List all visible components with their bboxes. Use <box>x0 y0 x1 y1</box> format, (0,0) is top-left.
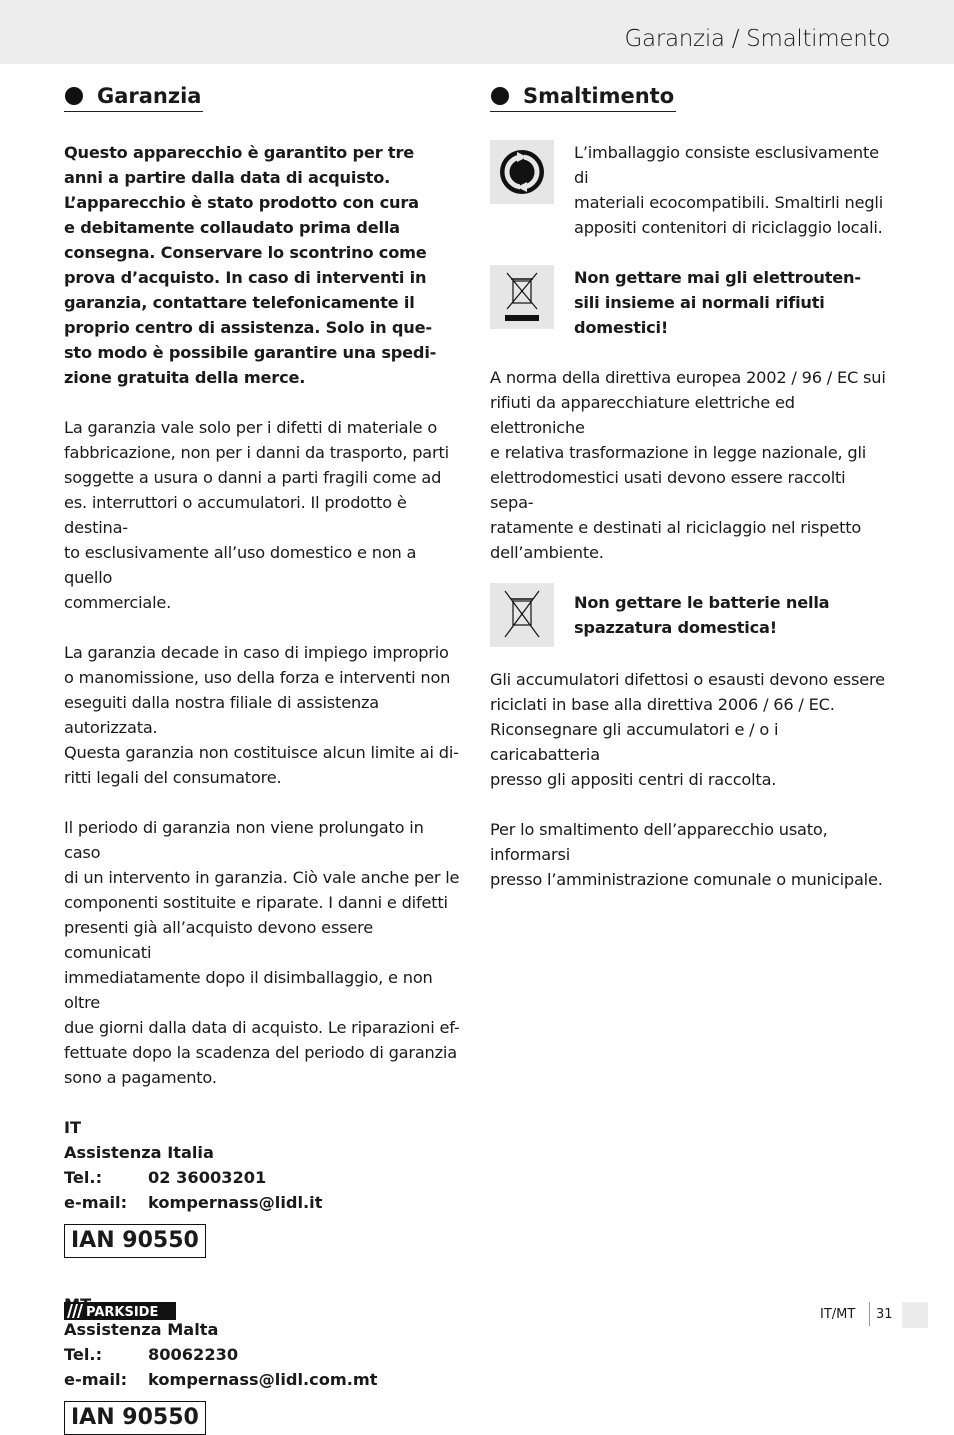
weee-row <box>490 265 890 340</box>
text-line: rifiuti da apparecchiature elettriche ed elettroniche <box>490 393 795 437</box>
directive-paragraph <box>490 365 890 565</box>
text-line: proprio centro di assistenza. Solo in que- <box>64 318 432 337</box>
text-line: Gli accumulatori difettosi o esausti devono essere <box>490 670 885 689</box>
tel-label: Tel.: <box>64 1345 103 1364</box>
text-line: presso gli appositi centri di raccolta. <box>490 770 777 789</box>
text-line: spazzatura domestica! <box>574 618 777 637</box>
text-line: fabbricazione, non per i danni da trasporto, parti <box>64 443 449 462</box>
text-line: Non gettare le batterie nella <box>574 593 830 612</box>
email-label: e-mail: <box>64 1370 128 1389</box>
footer-divider <box>869 1302 870 1326</box>
green-dot-recycling-icon <box>490 140 554 204</box>
tel-number: 02 36003201 <box>148 1168 267 1187</box>
text-line: Riconsegnare gli accumulatori e / o i caricabatteria <box>490 720 779 764</box>
text-line: L’imballaggio consiste esclusivamente di <box>574 143 879 187</box>
text-line: garanzia, contattare telefonicamente il <box>64 293 415 312</box>
text-line: consegna. Conservare lo scontrino come <box>64 243 427 262</box>
text-line: Il periodo di garanzia non viene prolungato in caso <box>64 818 424 862</box>
text-line: sili insieme ai normali rifiuti <box>574 293 825 312</box>
text-line: eseguiti dalla nostra filiale di assistenza autorizzata. <box>64 693 380 737</box>
text-line: prova d’acquisto. In caso di interventi in <box>64 268 427 287</box>
text-line: fettuate dopo la scadenza del periodo di garanzia <box>64 1043 457 1062</box>
warranty-heading <box>64 84 203 112</box>
text-line: A norma della direttiva europea 2002 / 96 / EC sui <box>490 368 886 387</box>
bullet-icon <box>491 87 509 105</box>
text-line: Questo apparecchio è garantito per tre <box>64 143 415 162</box>
warranty-title: Garanzia <box>97 84 202 108</box>
language-code: IT/MT <box>820 1307 856 1322</box>
text-line: materiali ecocompatibili. Smaltirli negli <box>574 193 884 212</box>
country-code: IT <box>64 1118 82 1137</box>
text-line: o manomissione, uso della forza e interventi non <box>64 668 451 687</box>
warranty-paragraph-3 <box>64 815 464 1090</box>
text-line: elettrodomestici usati devono essere raccolti sepa- <box>490 468 846 512</box>
packaging-row <box>490 140 890 240</box>
text-line: es. interruttori o accumulatori. Il prodotto è destina- <box>64 493 407 537</box>
email-link[interactable]: kompernass@lidl.com.mt <box>148 1370 378 1389</box>
crossed-battery-bin-icon <box>490 583 554 647</box>
text-line: sono a pagamento. <box>64 1068 217 1087</box>
email-link[interactable]: kompernass@lidl.it <box>148 1193 323 1212</box>
batteries-paragraph <box>490 667 890 792</box>
ian-box-malta: IAN 90550 <box>64 1401 206 1435</box>
text-line: to esclusivamente all’uso domestico e non a quello <box>64 543 417 587</box>
page-title: Garanzia / Smaltimento <box>624 26 890 52</box>
text-line: presenti già all’acquisto devono essere comunicati <box>64 918 374 962</box>
text-line: appositi contenitori di riciclaggio locali. <box>574 218 883 237</box>
ian-box-italy: IAN 90550 <box>64 1224 206 1258</box>
text-line: di un intervento in garanzia. Ciò vale anche per le <box>64 868 460 887</box>
page-corner-box <box>902 1302 928 1328</box>
disposal-paragraph <box>490 817 890 892</box>
brand-text: PARKSIDE <box>86 1305 159 1320</box>
service-name: Assistenza Italia <box>64 1143 214 1162</box>
text-line: Questa garanzia non costituisce alcun limite ai di- <box>64 743 459 762</box>
disposal-heading <box>490 84 676 112</box>
disposal-title: Smaltimento <box>523 84 675 108</box>
tel-number: 80062230 <box>148 1345 239 1364</box>
text-line: soggette a usura o danni a parti fragili come ad <box>64 468 442 487</box>
text-line: due giorni dalla data di acquisto. Le riparazioni ef- <box>64 1018 460 1037</box>
text-line: L’apparecchio è stato prodotto con cura <box>64 193 419 212</box>
text-line: sto modo è possibile garantire una spedi- <box>64 343 437 362</box>
text-line: dell’ambiente. <box>490 543 604 562</box>
text-line: domestici! <box>574 318 669 337</box>
warranty-column <box>64 84 464 1435</box>
text-line: e relativa trasformazione in legge nazionale, gli <box>490 443 867 462</box>
text-line: immediatamente dopo il disimballaggio, e non oltre <box>64 968 433 1012</box>
page-number: 31 <box>876 1307 893 1322</box>
warranty-paragraph-1 <box>64 415 464 615</box>
text-line: La garanzia decade in caso di impiego improprio <box>64 643 449 662</box>
text-line: componenti sostituite e riparate. I danni e difetti <box>64 893 448 912</box>
text-line: anni a partire dalla data di acquisto. <box>64 168 391 187</box>
tel-label: Tel.: <box>64 1168 103 1187</box>
bullet-icon <box>65 87 83 105</box>
battery-row <box>490 583 890 647</box>
text-line: riciclati in base alla direttiva 2006 / 66 / EC. <box>490 695 835 714</box>
text-line: La garanzia vale solo per i difetti di materiale o <box>64 418 438 437</box>
text-line: presso l’amministrazione comunale o municipale. <box>490 870 883 889</box>
crossed-bin-icon <box>490 265 554 329</box>
text-line: ratamente e destinati al riciclaggio nel rispetto <box>490 518 862 537</box>
contact-italy <box>64 1115 464 1215</box>
disposal-column <box>490 84 890 892</box>
service-name: Assistenza Malta <box>64 1320 219 1339</box>
text-line: commerciale. <box>64 593 172 612</box>
text-line: Non gettare mai gli elettrouten- <box>574 268 861 287</box>
email-label: e-mail: <box>64 1193 128 1212</box>
text-line: e debitamente collaudato prima della <box>64 218 400 237</box>
text-line: zione gratuita della merce. <box>64 368 306 387</box>
warranty-intro <box>64 140 464 390</box>
parkside-logo <box>64 1302 176 1320</box>
warranty-paragraph-2 <box>64 640 464 790</box>
text-line: ritti legali del consumatore. <box>64 768 282 787</box>
text-line: Per lo smaltimento dell’apparecchio usato, informarsi <box>490 820 828 864</box>
